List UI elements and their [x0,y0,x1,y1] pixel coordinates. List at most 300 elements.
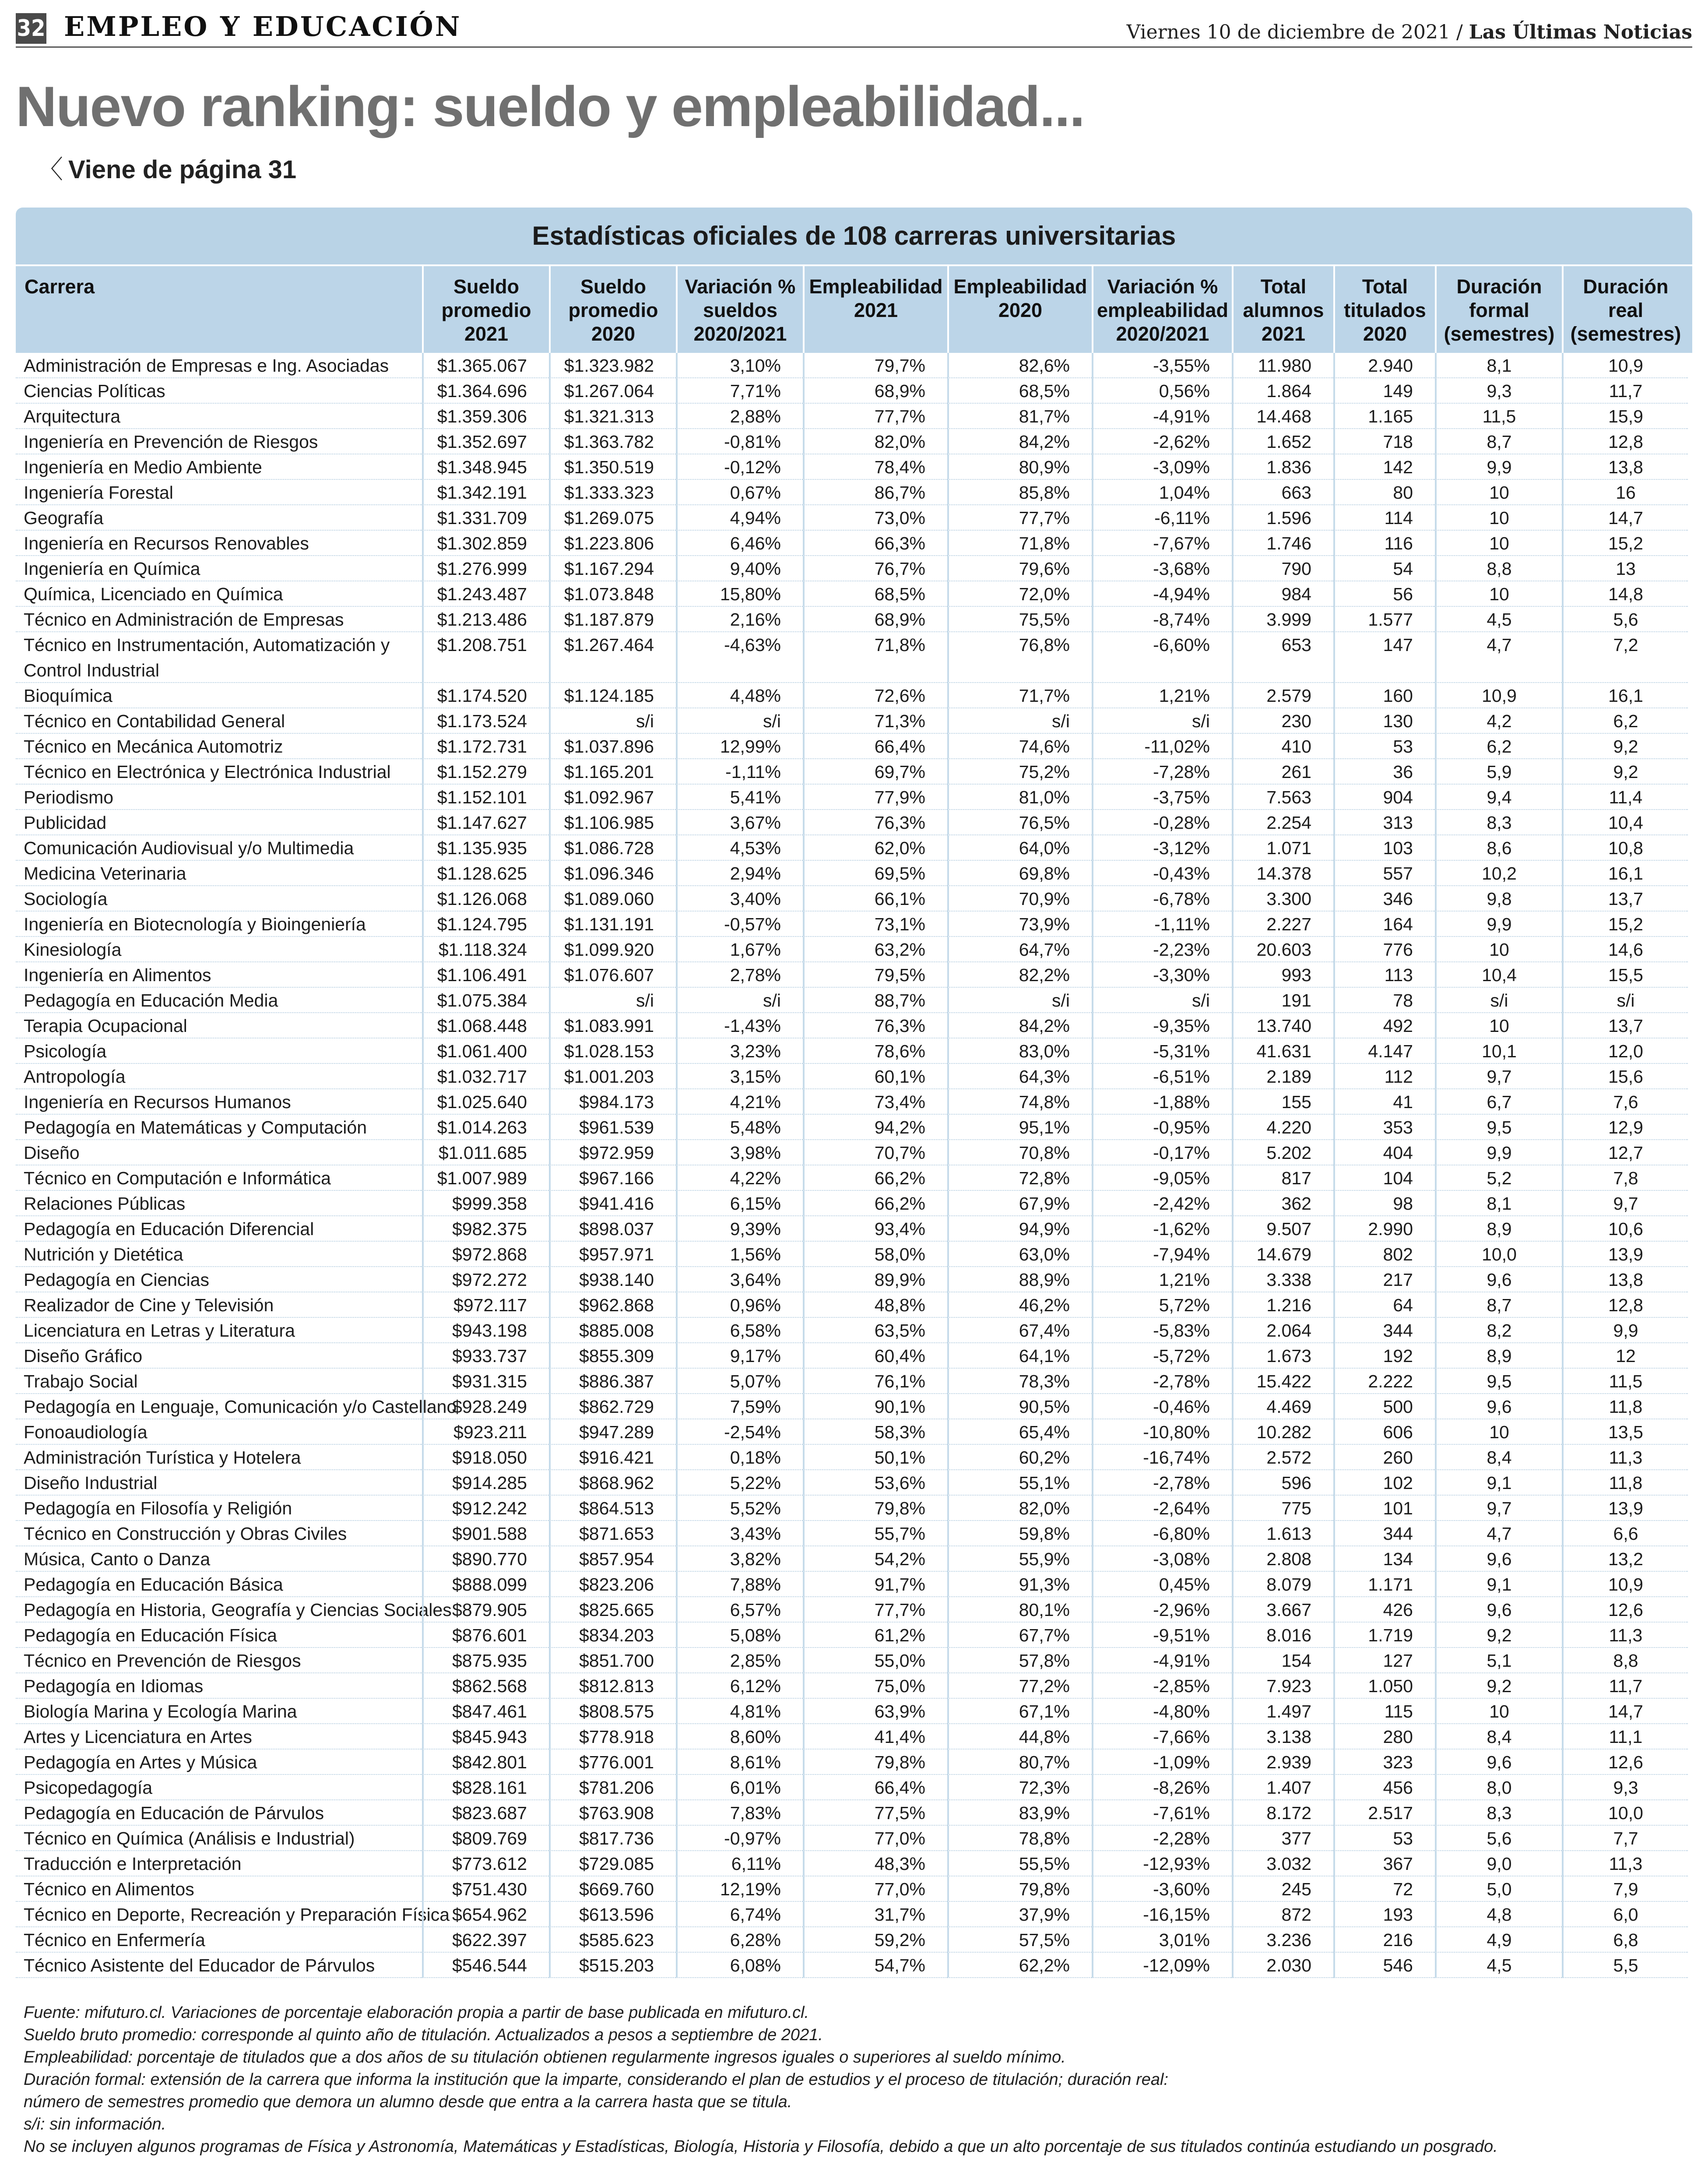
cell-duracion-formal: 8,1 [1435,353,1562,378]
cell-empleabilidad-2021: 77,0% [803,1826,947,1851]
cell-duracion-formal: 10 [1435,937,1562,962]
cell-variacion-empleabilidad: 5,72% [1092,1292,1232,1318]
table-row [16,1623,1692,1648]
cell-variacion-sueldos: 9,40% [676,556,803,581]
cell-duracion-real: 6,8 [1562,1927,1688,1953]
table-row [16,1165,1692,1191]
cell-variacion-sueldos: 6,01% [676,1775,803,1800]
cell-empleabilidad-2021: 76,3% [803,1013,947,1038]
cell-empleabilidad-2020: 71,8% [947,531,1092,556]
cell-empleabilidad-2021: 68,9% [803,607,947,632]
cell-sueldo-2020: $1.223.806 [549,531,676,556]
cell-total-titulados: 1.165 [1333,404,1435,429]
cell-duracion-real: 15,6 [1562,1064,1688,1089]
cell-total-alumnos: 7.563 [1232,785,1333,810]
table-row [16,785,1692,810]
cell-duracion-real: 11,3 [1562,1623,1688,1648]
cell-duracion-formal: 8,9 [1435,1343,1562,1369]
cell-empleabilidad-2020: 70,9% [947,886,1092,912]
cell-sueldo-2021: $918.050 [422,1445,549,1470]
cell-duracion-real: 14,7 [1562,1699,1688,1724]
cell-empleabilidad-2021: 66,1% [803,886,947,912]
cell-duracion-formal: 9,6 [1435,1597,1562,1623]
cell-variacion-empleabilidad: -6,51% [1092,1064,1232,1089]
cell-sueldo-2020: $1.076.607 [549,962,676,988]
cell-duracion-formal: 9,5 [1435,1369,1562,1394]
cell-total-titulados: 130 [1333,708,1435,734]
cell-empleabilidad-2020: 74,6% [947,734,1092,759]
cell-sueldo-2020: $941.416 [549,1191,676,1216]
cell-sueldo-2021: $546.544 [422,1953,549,1978]
cell-total-alumnos: 14.468 [1232,404,1333,429]
cell-variacion-empleabilidad: -0,95% [1092,1115,1232,1140]
cell-sueldo-2021: $751.430 [422,1876,549,1902]
cell-total-titulados: 718 [1333,429,1435,454]
cell-empleabilidad-2020: 57,5% [947,1927,1092,1953]
cell-variacion-empleabilidad: -16,74% [1092,1445,1232,1470]
cell-duracion-formal: 9,9 [1435,1140,1562,1165]
cell-empleabilidad-2021: 54,2% [803,1546,947,1572]
cell-duracion-formal: 9,4 [1435,785,1562,810]
column-header-line: titulados [1344,299,1426,321]
cell-total-titulados: 557 [1333,861,1435,886]
cell-empleabilidad-2021: 61,2% [803,1623,947,1648]
cell-duracion-real: 11,7 [1562,378,1688,404]
cell-sueldo-2021: $928.249 [422,1394,549,1419]
table-row [16,1216,1692,1242]
cell-total-titulados: 217 [1333,1267,1435,1292]
cell-variacion-empleabilidad: -2,23% [1092,937,1232,962]
cell-empleabilidad-2020: 81,7% [947,404,1092,429]
cell-carrera: Medicina Veterinaria [16,861,422,886]
cell-empleabilidad-2021: 79,7% [803,353,947,378]
column-header-line: (semestres) [1570,323,1681,345]
cell-total-titulados: 1.719 [1333,1623,1435,1648]
cell-total-alumnos: 11.980 [1232,353,1333,378]
cell-variacion-sueldos: 0,96% [676,1292,803,1318]
column-header-line: Carrera [25,275,95,298]
cell-duracion-formal: 5,6 [1435,1826,1562,1851]
footnote-line: No se incluyen algunos programas de Física y Astronomía, Matemáticas y Estadísticas, Biología, Historia y Filosofía, debido a que un alto porcentaje de sus titulados continúa estudiando un posgrado. [24,2137,1498,2156]
cell-total-alumnos: 154 [1232,1648,1333,1673]
cell-duracion-real: 10,9 [1562,353,1688,378]
cell-duracion-formal: 8,7 [1435,429,1562,454]
cell-carrera: Pedagogía en Historia, Geografía y Ciencias Sociales [16,1597,422,1623]
cell-total-titulados: 113 [1333,962,1435,988]
cell-total-alumnos: 663 [1232,480,1333,505]
cell-duracion-formal: 8,0 [1435,1775,1562,1800]
section-label: EMPLEO Y EDUCACIÓN [64,11,462,42]
table-row [16,1826,1692,1851]
cell-duracion-real: 13 [1562,556,1688,581]
cell-total-titulados: 353 [1333,1115,1435,1140]
cell-total-titulados: 344 [1333,1521,1435,1546]
cell-total-titulados: 367 [1333,1851,1435,1876]
cell-variacion-empleabilidad: -12,09% [1092,1953,1232,1978]
column-header-line: 2020/2021 [693,323,787,345]
cell-variacion-empleabilidad: -0,17% [1092,1140,1232,1165]
cell-variacion-sueldos: 2,85% [676,1648,803,1673]
cell-empleabilidad-2021: 53,6% [803,1470,947,1496]
cell-empleabilidad-2020: 78,3% [947,1369,1092,1394]
dateline-separator: / [1456,21,1463,43]
cell-total-alumnos: 1.216 [1232,1292,1333,1318]
column-header-line: promedio [441,299,531,321]
cell-duracion-real: 6,0 [1562,1902,1688,1927]
cell-duracion-formal: 5,0 [1435,1876,1562,1902]
cell-empleabilidad-2020: 79,8% [947,1876,1092,1902]
cell-total-alumnos: 872 [1232,1902,1333,1927]
cell-sueldo-2021: $1.243.487 [422,581,549,607]
table-row [16,1089,1692,1115]
cell-duracion-real: 14,6 [1562,937,1688,962]
cell-empleabilidad-2020: 77,7% [947,505,1092,531]
table-row [16,1064,1692,1089]
cell-empleabilidad-2020: 91,3% [947,1572,1092,1597]
cell-empleabilidad-2021: 71,3% [803,708,947,734]
cell-variacion-sueldos: -1,43% [676,1013,803,1038]
cell-empleabilidad-2020: 46,2% [947,1292,1092,1318]
cell-variacion-empleabilidad: -0,46% [1092,1394,1232,1419]
cell-total-titulados: 1.050 [1333,1673,1435,1699]
cell-carrera: Geografía [16,505,422,531]
cell-empleabilidad-2020: 77,2% [947,1673,1092,1699]
cell-duracion-formal: 9,2 [1435,1623,1562,1648]
cell-empleabilidad-2020: 55,1% [947,1470,1092,1496]
cell-sueldo-2020: $967.166 [549,1165,676,1191]
table-row [16,988,1692,1013]
cell-variacion-sueldos: 6,57% [676,1597,803,1623]
cell-empleabilidad-2020: 65,4% [947,1419,1092,1445]
cell-carrera: Comunicación Audiovisual y/o Multimedia [16,835,422,861]
cell-carrera: Ingeniería en Biotecnología y Bioingeniería [16,912,422,937]
cell-total-titulados: 72 [1333,1876,1435,1902]
cell-total-alumnos: 3.300 [1232,886,1333,912]
cell-total-alumnos: 10.282 [1232,1419,1333,1445]
cell-sueldo-2021: $862.568 [422,1673,549,1699]
footnotes [24,1999,1687,2158]
cell-carrera: Fonoaudiología [16,1419,422,1445]
cell-sueldo-2021: $847.461 [422,1699,549,1724]
column-header-line: 2020 [591,323,636,345]
cell-duracion-formal: 8,4 [1435,1445,1562,1470]
cell-variacion-sueldos: 3,67% [676,810,803,835]
cell-empleabilidad-2021: 63,9% [803,1699,947,1724]
cell-variacion-sueldos: 15,80% [676,581,803,607]
cell-variacion-empleabilidad: -6,11% [1092,505,1232,531]
article-headline: Nuevo ranking: sueldo y empleabilidad... [16,74,1085,138]
issue-date: Viernes 10 de diciembre de 2021 [1126,21,1450,43]
cell-variacion-sueldos: 3,82% [676,1546,803,1572]
cell-duracion-real: 7,8 [1562,1165,1688,1191]
cell-sueldo-2020: $763.908 [549,1800,676,1826]
cell-total-titulados: 404 [1333,1140,1435,1165]
cell-total-titulados: 193 [1333,1902,1435,1927]
cell-variacion-empleabilidad: -4,91% [1092,1648,1232,1673]
cell-variacion-sueldos: 4,48% [676,683,803,708]
cell-total-titulados: 192 [1333,1343,1435,1369]
cell-empleabilidad-2020: 78,8% [947,1826,1092,1851]
cell-duracion-real: 11,5 [1562,1369,1688,1394]
cell-sueldo-2021: $1.118.324 [422,937,549,962]
column-header-line: Variación % [1107,275,1218,298]
cell-total-titulados: 142 [1333,454,1435,480]
cell-duracion-formal: 10 [1435,480,1562,505]
cell-empleabilidad-2021: 71,8% [803,632,947,683]
table-row [16,1470,1692,1496]
cell-sueldo-2021: $972.868 [422,1242,549,1267]
cell-total-alumnos: 245 [1232,1876,1333,1902]
cell-sueldo-2020: $1.167.294 [549,556,676,581]
cell-duracion-real: 11,8 [1562,1470,1688,1496]
column-header-line: 2021 [464,323,509,345]
cell-total-alumnos: 8.172 [1232,1800,1333,1826]
cell-variacion-sueldos: 5,41% [676,785,803,810]
cell-duracion-formal: 8,2 [1435,1318,1562,1343]
cell-sueldo-2020: $898.037 [549,1216,676,1242]
cell-variacion-sueldos: -4,63% [676,632,803,683]
cell-carrera: Técnico en Contabilidad General [16,708,422,734]
cell-variacion-sueldos: 6,08% [676,1953,803,1978]
cell-variacion-sueldos: 4,81% [676,1699,803,1724]
cell-empleabilidad-2021: 60,4% [803,1343,947,1369]
cell-sueldo-2021: $876.601 [422,1623,549,1648]
cell-variacion-empleabilidad: -3,60% [1092,1876,1232,1902]
cell-variacion-empleabilidad: -2,42% [1092,1191,1232,1216]
table-row [16,886,1692,912]
cell-variacion-empleabilidad: 1,21% [1092,1267,1232,1292]
cell-total-titulados: 500 [1333,1394,1435,1419]
cell-empleabilidad-2021: 77,9% [803,785,947,810]
cell-sueldo-2021: $1.147.627 [422,810,549,835]
cell-empleabilidad-2020: s/i [947,988,1092,1013]
cell-sueldo-2021: $1.007.989 [422,1165,549,1191]
footnote-line: s/i: sin información. [24,2115,166,2133]
cell-duracion-formal: 4,8 [1435,1902,1562,1927]
cell-total-alumnos: 7.923 [1232,1673,1333,1699]
cell-duracion-real: 15,2 [1562,531,1688,556]
cell-total-alumnos: 261 [1232,759,1333,785]
cell-duracion-real: 7,7 [1562,1826,1688,1851]
cell-total-titulados: 1.171 [1333,1572,1435,1597]
cell-variacion-sueldos: 5,52% [676,1496,803,1521]
cell-variacion-empleabilidad: -1,62% [1092,1216,1232,1242]
cell-sueldo-2020: $1.089.060 [549,886,676,912]
cell-sueldo-2021: $1.128.625 [422,861,549,886]
cell-variacion-sueldos: 5,48% [676,1115,803,1140]
cell-total-alumnos: 8.016 [1232,1623,1333,1648]
cell-variacion-empleabilidad: -3,09% [1092,454,1232,480]
cell-variacion-empleabilidad: -7,66% [1092,1724,1232,1750]
cell-sueldo-2021: $1.068.448 [422,1013,549,1038]
cell-total-titulados: 115 [1333,1699,1435,1724]
cell-total-alumnos: 3.138 [1232,1724,1333,1750]
cell-duracion-real: 6,6 [1562,1521,1688,1546]
cell-carrera: Pedagogía en Filosofía y Religión [16,1496,422,1521]
statistics-table [16,208,1692,1978]
cell-empleabilidad-2020: 64,3% [947,1064,1092,1089]
cell-sueldo-2020: $1.267.064 [549,378,676,404]
cell-empleabilidad-2021: 82,0% [803,429,947,454]
cell-duracion-real: 16,1 [1562,683,1688,708]
cell-sueldo-2020: $1.350.519 [549,454,676,480]
cell-sueldo-2021: $1.364.696 [422,378,549,404]
cell-duracion-formal: 10 [1435,531,1562,556]
cell-duracion-real: 12,8 [1562,1292,1688,1318]
cell-duracion-formal: 8,8 [1435,556,1562,581]
cell-variacion-empleabilidad: -8,74% [1092,607,1232,632]
table-row [16,480,1692,505]
cell-variacion-sueldos: 5,22% [676,1470,803,1496]
cell-duracion-real: 13,8 [1562,1267,1688,1292]
cell-sueldo-2020: $972.959 [549,1140,676,1165]
cell-duracion-real: 13,5 [1562,1419,1688,1445]
cell-carrera: Técnico en Computación e Informática [16,1165,422,1191]
cell-carrera: Publicidad [16,810,422,835]
cell-sueldo-2021: $1.032.717 [422,1064,549,1089]
cell-variacion-empleabilidad: -3,55% [1092,353,1232,378]
cell-duracion-formal: 11,5 [1435,404,1562,429]
cell-sueldo-2020: $1.323.982 [549,353,676,378]
cell-duracion-formal: s/i [1435,988,1562,1013]
column-header-line: (semestres) [1444,323,1555,345]
cell-duracion-formal: 4,9 [1435,1927,1562,1953]
cell-variacion-empleabilidad: -7,94% [1092,1242,1232,1267]
cell-empleabilidad-2021: 79,8% [803,1750,947,1775]
cell-sueldo-2021: $1.106.491 [422,962,549,988]
cell-empleabilidad-2021: 48,8% [803,1292,947,1318]
cell-empleabilidad-2020: 64,7% [947,937,1092,962]
cell-variacion-empleabilidad: -2,64% [1092,1496,1232,1521]
cell-duracion-real: 5,6 [1562,607,1688,632]
cell-variacion-sueldos: 9,17% [676,1343,803,1369]
cell-total-alumnos: 155 [1232,1089,1333,1115]
cell-empleabilidad-2020: 82,6% [947,353,1092,378]
cell-variacion-sueldos: 7,71% [676,378,803,404]
cell-carrera: Administración Turística y Hotelera [16,1445,422,1470]
cell-sueldo-2020: $669.760 [549,1876,676,1902]
cell-empleabilidad-2021: 69,5% [803,861,947,886]
cell-duracion-real: 10,9 [1562,1572,1688,1597]
cell-duracion-formal: 10,9 [1435,683,1562,708]
cell-duracion-formal: 10,4 [1435,962,1562,988]
cell-sueldo-2020: $855.309 [549,1343,676,1369]
cell-total-titulados: 313 [1333,810,1435,835]
cell-duracion-real: 15,5 [1562,962,1688,988]
column-header-line: 2020 [998,299,1043,321]
cell-empleabilidad-2020: 76,8% [947,632,1092,683]
cell-empleabilidad-2021: 79,8% [803,1496,947,1521]
cell-variacion-empleabilidad: -2,78% [1092,1470,1232,1496]
cell-variacion-empleabilidad: s/i [1092,708,1232,734]
cell-empleabilidad-2020: 85,8% [947,480,1092,505]
cell-variacion-sueldos: 2,78% [676,962,803,988]
cell-total-alumnos: 596 [1232,1470,1333,1496]
cell-total-alumnos: 2.227 [1232,912,1333,937]
cell-empleabilidad-2020: 67,7% [947,1623,1092,1648]
cell-carrera: Traducción e Interpretación [16,1851,422,1876]
column-header-total-titulados [1333,266,1435,353]
masthead [16,6,1692,48]
cell-total-titulados: 2.222 [1333,1369,1435,1394]
cell-total-alumnos: 1.864 [1232,378,1333,404]
column-header-sueldo-2021 [422,266,549,353]
cell-sueldo-2020: $871.653 [549,1521,676,1546]
cell-duracion-formal: 9,1 [1435,1572,1562,1597]
cell-carrera: Ingeniería en Recursos Humanos [16,1089,422,1115]
column-header-line: Duración [1456,275,1542,298]
cell-duracion-formal: 5,2 [1435,1165,1562,1191]
cell-carrera: Pedagogía en Artes y Música [16,1750,422,1775]
cell-sueldo-2020: $864.513 [549,1496,676,1521]
cell-empleabilidad-2021: 91,7% [803,1572,947,1597]
cell-total-alumnos: 653 [1232,632,1333,683]
footnote-line: Empleabilidad: porcentaje de titulados que a dos años de su titulación obtienen regularmente ingresos iguales o superiores al sueldo mínimo. [24,2048,1066,2066]
cell-empleabilidad-2021: 77,5% [803,1800,947,1826]
cell-total-alumnos: 2.808 [1232,1546,1333,1572]
cell-empleabilidad-2021: 75,0% [803,1673,947,1699]
cell-total-alumnos: 5.202 [1232,1140,1333,1165]
cell-carrera: Sociología [16,886,422,912]
table-row [16,353,1692,378]
cell-total-titulados: 546 [1333,1953,1435,1978]
cell-carrera: Biología Marina y Ecología Marina [16,1699,422,1724]
cell-empleabilidad-2020: 88,9% [947,1267,1092,1292]
cell-duracion-real: 14,8 [1562,581,1688,607]
cell-sueldo-2020: $1.363.782 [549,429,676,454]
cell-sueldo-2020: $916.421 [549,1445,676,1470]
table-row [16,429,1692,454]
cell-total-titulados: 134 [1333,1546,1435,1572]
column-header-empleabilidad-2021 [803,266,947,353]
cell-empleabilidad-2021: 55,7% [803,1521,947,1546]
cell-empleabilidad-2021: 58,3% [803,1419,947,1445]
cell-duracion-real: 11,7 [1562,1673,1688,1699]
cell-duracion-real: 12,7 [1562,1140,1688,1165]
cell-sueldo-2020: $1.083.991 [549,1013,676,1038]
cell-variacion-sueldos: 6,28% [676,1927,803,1953]
cell-sueldo-2021: $1.075.384 [422,988,549,1013]
cell-empleabilidad-2020: 83,9% [947,1800,1092,1826]
cell-carrera: Arquitectura [16,404,422,429]
cell-total-titulados: 54 [1333,556,1435,581]
cell-total-alumnos: 817 [1232,1165,1333,1191]
cell-sueldo-2020: $1.086.728 [549,835,676,861]
cell-empleabilidad-2020: 74,8% [947,1089,1092,1115]
cell-variacion-sueldos: 3,64% [676,1267,803,1292]
cell-total-titulados: 216 [1333,1927,1435,1953]
cell-variacion-sueldos: 8,60% [676,1724,803,1750]
cell-duracion-formal: 10,2 [1435,861,1562,886]
cell-duracion-formal: 10 [1435,1699,1562,1724]
footnote-line: Duración formal: extensión de la carrera que informa la institución que la imparte, considerando el plan de estudios y el proceso de titulación; duración real: [24,2070,1169,2089]
cell-variacion-empleabilidad: -4,80% [1092,1699,1232,1724]
newspaper-name: Las Últimas Noticias [1469,21,1692,43]
continuation-link[interactable] [38,149,296,186]
cell-total-titulados: 147 [1333,632,1435,683]
cell-variacion-empleabilidad: -3,68% [1092,556,1232,581]
cell-duracion-real: 11,1 [1562,1724,1688,1750]
cell-duracion-formal: 8,3 [1435,1800,1562,1826]
cell-variacion-sueldos: 3,10% [676,353,803,378]
cell-sueldo-2020: $885.008 [549,1318,676,1343]
cell-duracion-real: 15,9 [1562,404,1688,429]
cell-duracion-real: 9,3 [1562,1775,1688,1800]
table-row [16,1419,1692,1445]
cell-empleabilidad-2020: 71,7% [947,683,1092,708]
column-header-line: empleabilidad [1096,299,1229,321]
cell-variacion-empleabilidad: -5,31% [1092,1038,1232,1064]
